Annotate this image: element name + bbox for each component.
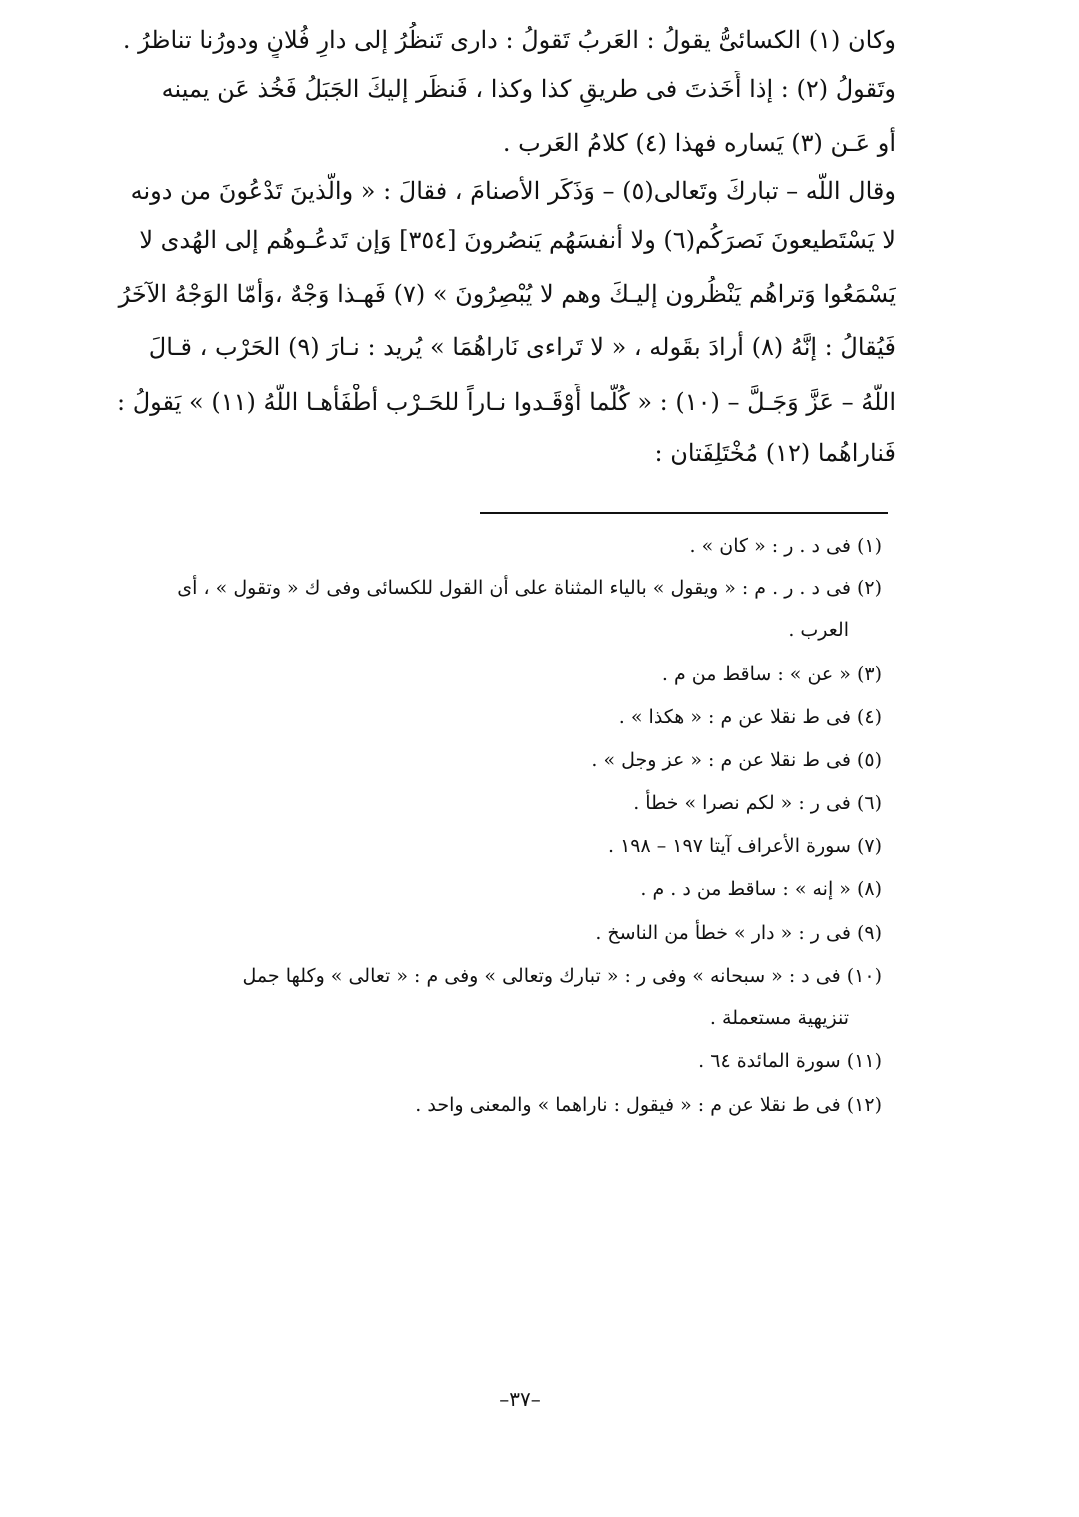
footnote-line-14: (١٢) فى ط نقلا عن م : « فيقول : ناراهما » والمعنى واحد .	[415, 1094, 882, 1116]
main-text-line-4: وقال اللّه – تباركَ وتَعالى(٥) – وَذَكَر الأصنامَ ، فقالَ : « والّذينَ تَدْعُونَ من دونه	[130, 177, 896, 205]
footnote-line-7: (٦) فى ر : « لكم نصرا » خطأ .	[633, 792, 882, 814]
main-text-line-7: فَيُقالُ : إنَّهُ (٨) أرادَ بقَوله ، « لا تَراءى نَاراهُمَا » يُريد : نـارَ (٩) الحَرْب ، قـالَ	[148, 333, 896, 361]
footnote-line-11: (١٠) فى د : « سبحانه » وفى ر : « تبارك وتعالى » وفى م : « تعالى » وكلها جمل	[242, 965, 882, 987]
main-text-line-6: يَسْمَعُوا وَتراهُم يَنْظُرون إليـكَ وهم لا يُبْصِرُونَ » (٧) فَهـذا وَجْهٌ ،وَأمّا الوَجْهُ الآخَرُ	[118, 280, 896, 308]
footnote-line-10: (٩) فى ر : « دار » خطأ من الناسخ .	[595, 922, 882, 944]
main-text-line-9: فَناراهُما (١٢) مُخْتَلِفَتان :	[654, 439, 896, 467]
footnote-line-3: العرب .	[788, 619, 849, 641]
main-text-line-1: وكان (١) الكسائىُّ يقولُ : العَربُ تَقولُ : دارى تَنظُرُ إلى دارِ فُلانٍ ودورُنا تناظرُ .	[122, 26, 896, 54]
footnote-line-5: (٤) فى ط نقلا عن م : « هكذا » .	[618, 706, 882, 728]
main-text-line-8: اللّهُ – عَزَّ وَجَـلَّ – (١٠) : « كُلّما أَوْقَـدوا نـاراً للحَـرْب أطْفَأهـا اللّهُ (١١) » يَقولُ :	[117, 388, 896, 416]
footnote-line-13: (١١) سورة المائدة ٦٤ .	[698, 1050, 882, 1072]
footnote-line-1: (١) فى د . ر : « كان » .	[689, 535, 882, 557]
footnote-line-6: (٥) فى ط نقلا عن م : « عز وجل » .	[591, 749, 882, 771]
footnote-line-4: (٣) « عن » : ساقط من م .	[661, 663, 882, 685]
footnote-divider	[480, 512, 888, 514]
footnote-line-12: تنزيهية مستعملة .	[709, 1007, 849, 1029]
main-text-line-5: لا يَسْتَطيعونَ نَصرَكُم(٦) ولا أنفسَهُم يَنصُرونَ [٣٥٤] وَإن تَدعُـوهُم إلى الهُدى لا	[139, 226, 896, 254]
footnote-line-2: (٢) فى د . ر . م : « ويقول » بالياء المثناة على أن القول للكسائى وفى ك « وتقول » ، أى	[177, 577, 882, 599]
main-text-line-2: وتَقولُ (٢) : إذا أَخَذتَ فى طريقِ كذا وكذا ، فَنظَر إليكَ الجَبَلُ فَخُذ عَن يمينه	[161, 75, 896, 103]
page-number: –٣٧–	[499, 1387, 541, 1411]
footnote-line-8: (٧) سورة الأعراف آيتا ١٩٧ – ١٩٨ .	[607, 835, 882, 857]
main-text-line-3: أو عَـن (٣) يَساره فهذا (٤) كلامُ العَرب .	[502, 129, 896, 157]
footnote-line-9: (٨) « إنه » : ساقط من د . م .	[640, 878, 882, 900]
